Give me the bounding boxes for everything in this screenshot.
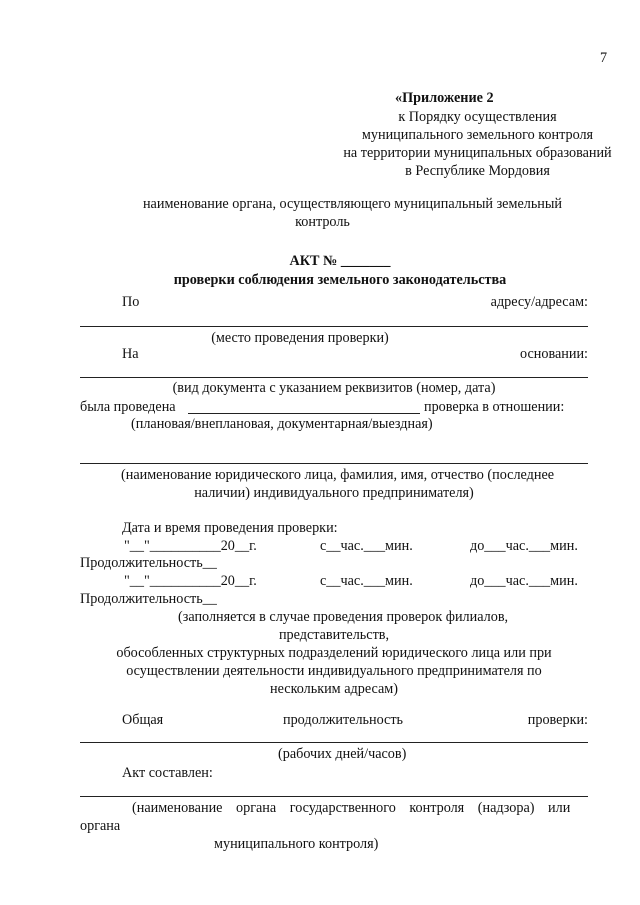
entity-fill-line — [80, 463, 588, 464]
date-field: "__"__________20__г. — [124, 573, 257, 589]
appendix-line: муниципального земельного контроля — [361, 127, 594, 143]
note-line: осуществлении деятельности индивидуального предпринимателя по — [126, 663, 542, 679]
basis-caption: (вид документа с указанием реквизитов (номер, дата) — [172, 380, 496, 396]
compiled-caption-cont: органа — [80, 818, 121, 834]
organ-name-cont: контроль — [295, 214, 350, 230]
date-field: "__"__________20__г. — [124, 538, 257, 554]
total-word-2: продолжительность — [283, 712, 404, 728]
datetime-heading: Дата и время проведения проверки: — [122, 520, 338, 536]
page-number: 7 — [600, 50, 608, 66]
conducted-suffix: проверка в отношении: — [424, 399, 565, 415]
address-fill-line — [80, 326, 588, 327]
basis-label-right: основании: — [520, 346, 588, 362]
total-word-1: Общая — [122, 712, 164, 728]
duration-field: Продолжительность__ — [80, 591, 217, 607]
compiled-caption-end: муниципального контроля) — [214, 836, 379, 852]
appendix-line: в Республике Мордовия — [405, 163, 550, 179]
appendix-line: к Порядку осуществления — [398, 109, 557, 125]
address-label-right: адресу/адресам: — [490, 294, 588, 310]
time-from-field: с__час.___мин. — [320, 538, 413, 554]
act-subtitle: проверки соблюдения земельного законодательства — [173, 272, 507, 288]
time-from-field: с__час.___мин. — [320, 573, 413, 589]
note-line: нескольким адресам) — [270, 681, 398, 697]
note-line: (заполняется в случае проведения проверок филиалов, — [178, 609, 509, 625]
compiled-fill-line — [80, 796, 588, 797]
note-line: обособленных структурных подразделений юридического лица или при — [116, 645, 552, 661]
organ-name: наименование органа, осуществляющего муниципальный земельный — [142, 196, 563, 212]
basis-fill-line — [80, 377, 588, 378]
conducted-caption: (плановая/внеплановая, документарная/выездная) — [131, 416, 433, 432]
basis-label-left: На — [122, 346, 139, 362]
entity-caption-cont: наличии) индивидуального предпринимателя) — [194, 485, 474, 501]
conducted-prefix: была проведена — [80, 399, 176, 415]
note-line: представительств, — [278, 627, 390, 643]
time-to-field: до___час.___мин. — [470, 573, 578, 589]
act-title: АКТ № _______ — [289, 253, 391, 269]
duration-field: Продолжительность__ — [80, 555, 217, 571]
address-label-left: По — [122, 294, 140, 310]
time-to-field: до___час.___мин. — [470, 538, 578, 554]
appendix-title: «Приложение 2 — [395, 90, 494, 106]
total-caption: (рабочих дней/часов) — [278, 746, 407, 762]
entity-caption: (наименование юридического лица, фамилия, имя, отчество (последнее — [121, 467, 555, 483]
compiled-caption: (наименование органа государственного контроля (надзора) или — [132, 800, 571, 816]
total-fill-line — [80, 742, 588, 743]
conducted-fill-line — [188, 413, 420, 414]
compiled-label: Акт составлен: — [122, 765, 213, 781]
total-word-3: проверки: — [527, 712, 588, 728]
appendix-line: на территории муниципальных образований — [343, 145, 612, 161]
address-caption: (место проведения проверки) — [211, 330, 389, 346]
